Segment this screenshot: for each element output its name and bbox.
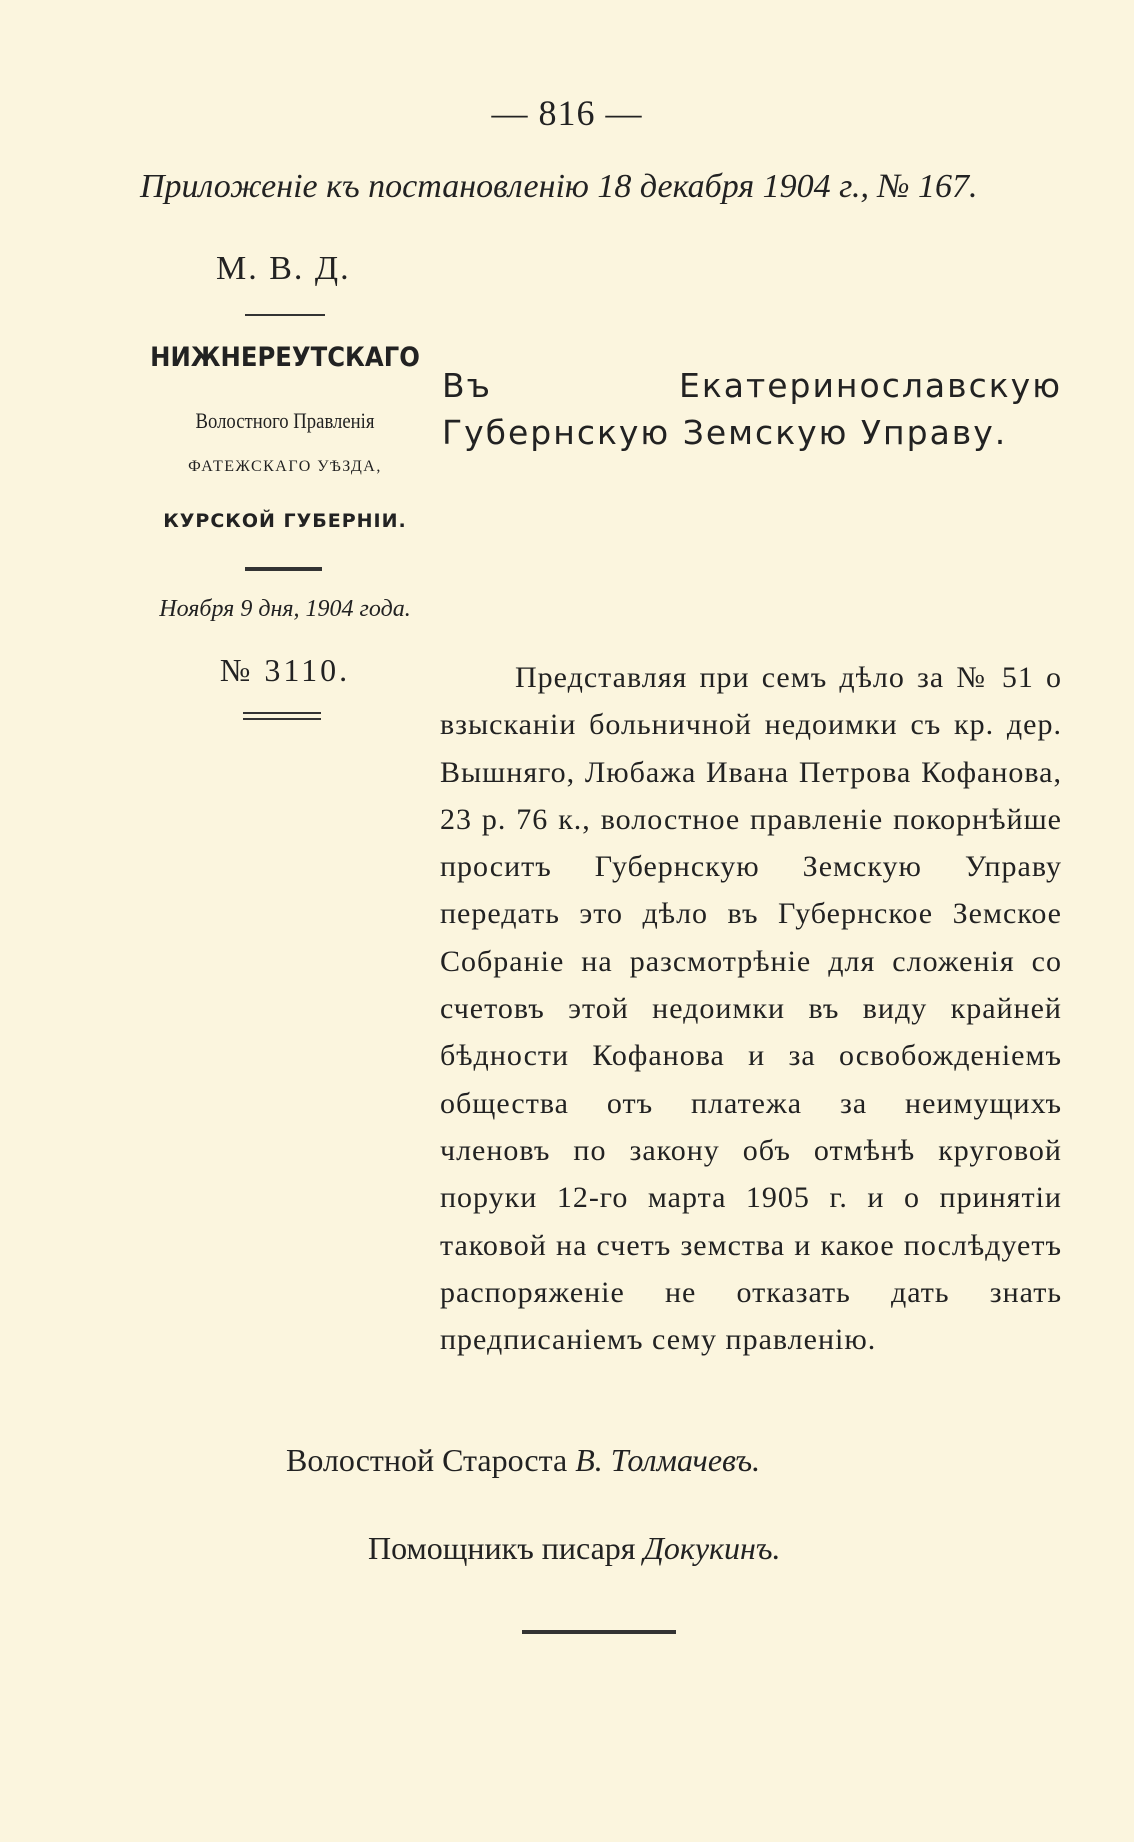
addressee: Въ Екатеринославскую Губернскую Земскую Управу. [442,366,1062,452]
divider-1 [245,314,325,316]
end-divider [522,1630,676,1634]
divider-3 [243,712,321,720]
signature-clerk [368,1530,780,1567]
sender-name: НИЖНЕРЕУТСКАГО [150,342,420,373]
sender-line-3: ФАТЕЖСКАГО УѢЗДА, [188,458,382,475]
elder-title: Волостной Староста [286,1442,568,1478]
appendix-heading: Приложеніе къ постановленію 18 декабря 1904 г., № 167. [140,168,978,205]
body-paragraph: Представляя при семъ дѣло за № 51 о взысканіи больничной недоимки съ кр. дер. Вышняго, Любажа Ивана Петрова Кофанова, 23 р. 76 к., волостное правленіе покорнѣйше проситъ Губернскую Земскую Управу передать это дѣло въ Губернское Земское Собраніе на разсмотрѣніе для сложенія со счетовъ этой недоимки въ виду крайней бѣдности Кофанова и за освобожденіемъ общества отъ платежа за неимущихъ членовъ по закону объ отмѣнѣ круговой поруки 12-го марта 1905 г. и о принятіи таковой на счетъ земства и какое послѣдуетъ распоряженіе не отказать дать знать предписаніемъ сему правленію. [440,661,1062,1357]
ministry-label: М. В. Д. [216,250,351,287]
letter-date: Ноября 9 дня, 1904 года. [159,596,411,622]
elder-name: В. Толмачевъ. [575,1442,761,1478]
clerk-title: Помощникъ писаря [368,1530,636,1566]
page-number: — 816 — [491,93,643,133]
clerk-name: Докукинъ. [643,1530,781,1566]
signature-elder [286,1442,760,1479]
sender-line-4: КУРСКОЙ ГУБЕРНІИ. [163,510,407,532]
document-number: № 3110. [219,652,351,688]
divider-2 [245,567,322,571]
sender-line-2: Волостного Правленія [195,408,375,433]
